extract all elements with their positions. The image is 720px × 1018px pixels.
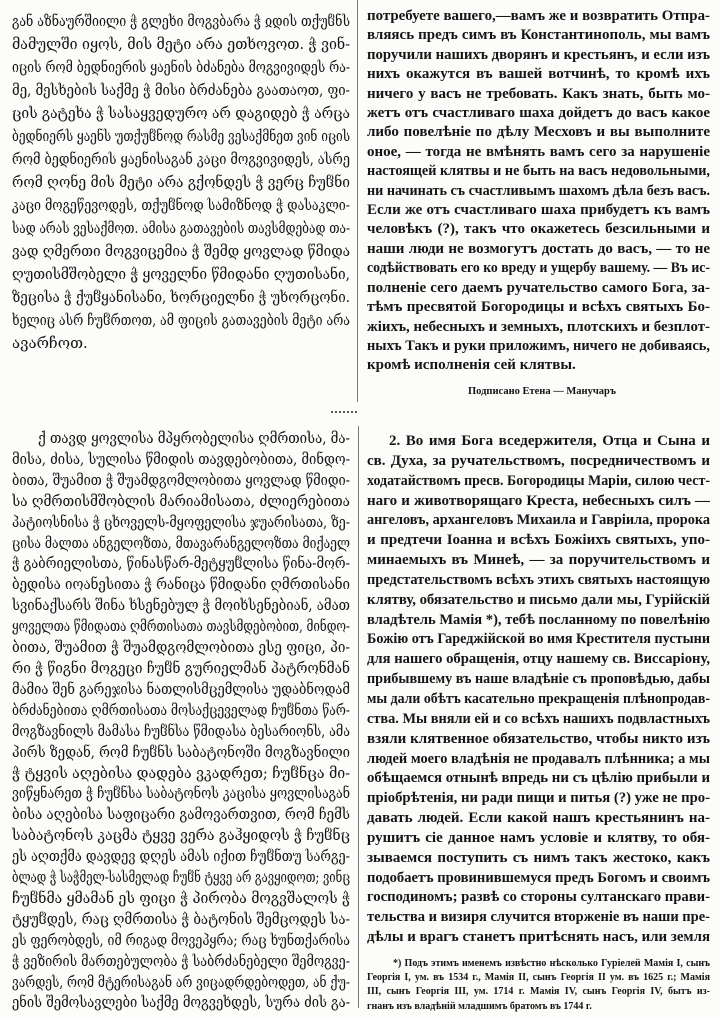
line-text: გან აზნაურშიილი ჭ გლეხი მოგვბარა ჭ ჲდის თქუჱნს [12, 12, 350, 30]
russian-line [367, 531, 710, 551]
line-text: либо повелѣніе по дѣлу Месховъ и вы выполните [367, 124, 710, 141]
russian-text-bottom [367, 432, 710, 948]
russian-line [367, 750, 710, 770]
line-text: ბლად ჭ საჭმელ-სასმელად ჩუჱნ ტყვე არ გავყიდოთ; ვინც [12, 868, 350, 887]
russian-line [367, 123, 710, 142]
georgian-line [12, 930, 350, 951]
georgian-line [12, 286, 350, 309]
georgian-text-bottom [12, 428, 350, 1013]
russian-line [367, 356, 710, 375]
line-text: ныхъ Такъ и руки приложимъ, ничего не добиваясь, [367, 337, 710, 354]
column-divider-bottom [358, 426, 359, 1008]
line-text: ღუთისმშობელი ჭ ყოველნი წმიდანი ღუთისანი, [12, 265, 350, 283]
line-text: მამია შენ გარეჯისა ნათლისმცემლისა უდაბნოდამ [12, 679, 350, 698]
georgian-line [12, 148, 350, 171]
line-text: III, сынъ Георгія III, ум. 1714 г. Мамія IV, сынъ Георгія IV, бытъ из- [367, 986, 710, 998]
line-text: наши люди не возмогутъ достать до васъ, — то не [367, 240, 710, 257]
line-text: клятву, обязательство и письмо дали мы, Гурійскій [367, 591, 710, 608]
line-text: людей моего владѣнія не продавалъ плѣнника; а мы [367, 750, 710, 767]
line-text: *) Подъ этимъ именемъ извѣстно нѣсколько Гуріелей Мамія I, сынъ [393, 958, 710, 969]
column-divider-top [357, 0, 358, 402]
line-text: ჩუჱნმა ყმამან ეს ფიცი ჭ პირობა მოგვშალოს ჭ [12, 888, 350, 907]
georgian-line [12, 428, 350, 449]
russian-line [367, 928, 710, 948]
russian-line [367, 888, 710, 908]
line-text: ვარდეს, რომ მტერისაგან არ ვიცადრდებოდეთ, ან ქუ- [12, 972, 350, 991]
georgian-line [12, 658, 350, 679]
line-text: ცის გატეხა ჭ სასაყვედურო არ დაგიდებ ჭ არცა [12, 104, 350, 122]
russian-line [367, 690, 710, 710]
russian-line [367, 829, 710, 849]
line-text: ბედისა იოანესითა ჭ რანიცა წმიდანი ღმრთისანი [12, 575, 350, 594]
line-text: потребуете вашего,—вамъ же и возвратить Отпра- [367, 8, 710, 24]
line-text: оное, — тогда не вмѣнять вамъ сего за нарушеніе [367, 143, 710, 160]
russian-line [367, 143, 710, 162]
russian-line [367, 162, 710, 181]
georgian-line [12, 909, 350, 930]
georgian-line [12, 125, 350, 148]
line-text: ბისა აღებისა საფიცარი გამოვართვით, რომ ჩემს [12, 805, 350, 824]
line-text: кромѣ исполненія сей клятвы. [367, 357, 576, 374]
russian-line [367, 279, 710, 298]
georgian-line [12, 888, 350, 909]
line-text: жіихъ, небесныхъ и земныхъ, плотскихъ и безплот- [367, 318, 710, 335]
georgian-line [12, 637, 350, 658]
russian-line [367, 849, 710, 869]
line-text: მოგზავნილს მამასა ჩუჱნსა წმიდასა ბესარიონს, ამა [12, 721, 350, 740]
georgian-line [12, 825, 350, 846]
russian-line [367, 551, 710, 571]
georgian-line [12, 171, 350, 194]
georgian-text-top [12, 10, 350, 355]
russian-text-top [367, 7, 710, 376]
georgian-line [12, 102, 350, 125]
georgian-line [12, 194, 350, 217]
russian-line [367, 7, 710, 26]
russian-line [367, 571, 710, 591]
line-text: ავარჩოთ. [12, 334, 88, 352]
georgian-line [12, 449, 350, 470]
line-text: ჭ ტყვის აღებისა დადება ვკადრეთ; ჩუჱნცა მი- [12, 763, 350, 782]
russian-line [367, 26, 710, 45]
russian-line [367, 650, 710, 670]
russian-line [367, 670, 710, 690]
footnote [367, 957, 710, 1014]
georgian-line [12, 846, 350, 867]
line-text: гнанъ изъ владѣній младшимъ братомъ въ 1744 г. [367, 1000, 592, 1012]
georgian-line [12, 972, 350, 993]
russian-line [367, 630, 710, 650]
line-text: ზეცისა ჭ ქუჱყანისანი, ხორციელნი ჭ უხორცონი. [12, 288, 350, 306]
line-text: ჭ გაბრიელისთა, წინასწარ-მეტყუჱლისა წინა-მორ- [12, 554, 350, 573]
georgian-line [12, 616, 350, 637]
russian-line [367, 789, 710, 809]
line-text: прибывшему въ наше владѣніе съ проповѣдью, дабы [367, 671, 710, 688]
signature-line: Подписано Етена — Манучаръ [468, 386, 616, 397]
line-text: ничего у васъ не требовать. Какъ знать, быть мо- [367, 85, 710, 102]
line-text: подобаетъ провинившемуся предъ Богомъ и своимъ [367, 869, 710, 886]
line-text: настоящей клятвы и не быть на васъ недовольными, [367, 163, 710, 180]
line-text: პატიოსნისა ჭ ცხოველს-მყოფელისა ჯუარისათა, ზე- [12, 512, 350, 531]
line-text: მისა, ძისა, სულისა წმიდის თავდებობითა, მინდო- [12, 449, 350, 468]
line-text: ყოველთა წმიდათა ღმრთისათა თავსმდებობით, მინდო- [12, 617, 350, 636]
georgian-line [12, 992, 350, 1013]
line-text: სა ღმრთისმშობლის მარიამისათა, ძლიერებითა [12, 491, 350, 510]
russian-line [367, 908, 710, 928]
russian-line [367, 337, 710, 356]
line-text: тельства и визиря случится вторженіе въ наши пре- [367, 909, 710, 926]
georgian-line [12, 10, 350, 33]
russian-line [367, 611, 710, 631]
russian-line [367, 104, 710, 123]
line-text: Георгія I, ум. въ 1534 г., Мамія II, сынъ Георгія II ум. въ 1625 г.; Мамія [367, 972, 710, 984]
line-text: იცის რომ ბედნიერის ყაენის ბძანება მოგვივიდეს რა- [12, 58, 350, 76]
georgian-line [12, 742, 350, 763]
russian-line [367, 769, 710, 789]
line-text: პირს ზედან, რომ ჩუჱნს საბატონოში მოგზავნილი [12, 742, 350, 761]
line-text: ангеловъ, архангеловъ Михаила и Гавріила, пророка [367, 512, 710, 529]
russian-line [367, 809, 710, 829]
line-text: содѣйствовать его ко вреду и ущербу вашему. — Въ ис- [367, 260, 710, 277]
line-text: мы дали обѣтъ касательно прекращенія плѣнопродав- [367, 690, 710, 707]
line-text: რი ჭ წიგნი მოგეცი ჩუჱნ გურიელმან პატრონმან [12, 658, 350, 677]
footnote-line [367, 985, 710, 999]
russian-line [367, 318, 710, 337]
russian-line [367, 452, 710, 472]
line-text: რომ ღონე მის მეტი არა გქონდეს ჭ ვერც ჩუჱნი [12, 173, 350, 191]
russian-line [367, 298, 710, 317]
line-text: тѣмъ пресвятой Богородицы и всѣхъ святыхъ Бо- [367, 299, 710, 316]
georgian-line [12, 763, 350, 784]
line-text: სად არას ვესაქმოთ. ამისა გათავების თავსმდებად თა- [12, 219, 350, 237]
georgian-line [12, 512, 350, 533]
line-text: ходатайствомъ пресв. Богородицы Маріи, силою чест- [367, 472, 710, 489]
russian-line [367, 201, 710, 220]
line-text: ბითა, შუამით ჭ შუამდგომლობითა ესე ფიცი, პი- [12, 638, 350, 657]
footnote-line [367, 957, 710, 971]
line-text: обѣщаемся отнынѣ впредь ни съ цѣлію прибыли и [367, 770, 710, 787]
line-text: рушитъ сіе данное намъ условіе и клятву, то обя- [367, 829, 710, 846]
georgian-line [12, 553, 350, 574]
russian-line [367, 46, 710, 65]
russian-line [367, 65, 710, 84]
russian-line [367, 182, 710, 201]
georgian-line [12, 700, 350, 721]
line-text: ბრძანებითა ღმრთისათა მოსაქცეველად ჩუჱნთა წარ- [12, 700, 350, 719]
georgian-line [12, 263, 350, 286]
georgian-line [12, 56, 350, 79]
russian-line [367, 220, 710, 239]
russian-line [367, 472, 710, 492]
line-text: владѣтель Мамія *), тебѣ посланному по повелѣнію [367, 611, 710, 628]
russian-line [367, 85, 710, 104]
line-text: дѣлы и врагъ станетъ притѣснять насъ, или земля [367, 929, 710, 946]
line-text: რომ ბედნიერის ყაენისაგან კაცი მოგვივიდეს, ასრე [12, 150, 350, 168]
line-text: საბატონოს კაცმა ტყვე ვერა გაჰყიდოს ჭ ჩუჱნც [12, 826, 350, 845]
line-text: ვიწყნარეთ ჭ ჩუჱნსა საბატონოს კაცისა ყოვლისაგან [12, 784, 350, 803]
line-text: для нашего обращенія, отцу нашему св. Виссаріону, [367, 651, 710, 668]
line-text: ეს ფერობდეს, იმ რიგად მოვეპყრა; რაც ხუნთქარისა [12, 930, 350, 949]
line-text: предстательствомъ всѣхъ этихъ святыхъ настоящую [367, 571, 710, 588]
footnote-line [367, 971, 710, 985]
line-text: зываемся поступить съ нимъ такъ жестоко, какъ [367, 849, 710, 866]
line-text: Божію отъ Гареджійской во имя Крестителя пустыни [367, 631, 710, 648]
line-text: человѣкъ (?), такъ что окажетесь безсильными и [367, 221, 710, 238]
line-text: давать людей. Если какой нашъ крестьянинъ на- [367, 810, 710, 827]
georgian-line [12, 867, 350, 888]
line-text: жетъ отъ счастливаго шаха дойдетъ до васъ какое [367, 105, 710, 122]
russian-line [367, 730, 710, 750]
line-text: наго и животворящаго Креста, небесныхъ силъ — [367, 492, 710, 509]
line-text: пріобрѣтенія, ни ради пищи и питья (?) уже не про- [367, 790, 710, 807]
line-text: ბედნიერს ყაენს უთქუჱნოდ რასმე ვესაქმნეთ ვინ იცის [12, 127, 350, 145]
russian-line [367, 869, 710, 889]
russian-line [367, 591, 710, 611]
line-text: ენის შემოსავლები საქმე მოგვეხდეს, სურა ძის გა- [12, 993, 350, 1012]
section-separator-mark [331, 411, 357, 413]
georgian-line [12, 79, 350, 102]
georgian-line [12, 533, 350, 554]
line-text: ტყუჱდეს, რაც ღმრთისა ჭ ბატონის შემცოდეს სა- [12, 909, 350, 928]
georgian-line [12, 679, 350, 700]
line-text: вляясь предъ симъ въ Константинополь, мы вамъ [367, 27, 710, 44]
georgian-line [12, 721, 350, 742]
russian-line [367, 259, 710, 278]
georgian-line [12, 951, 350, 972]
line-text: полненіе сего даемъ ручательство самого Бога, за- [367, 279, 710, 296]
line-text: ства. Мы вняли ей и со всѣхъ нашихъ подвластныхъ [367, 710, 710, 727]
line-text: ჭ ვეზირის მართებულობა ჭ საბრძანებელი შემოგვე- [12, 951, 350, 970]
georgian-line [12, 309, 350, 332]
line-text: მე, მესხების საქმე ჭ მისი ბრძანება გაათაოთ, ფი- [12, 81, 350, 99]
line-text: ხელიც ასრ ჩუჱრთოთ, ამ ფიცის გათავების მეტი არა [12, 311, 350, 329]
georgian-line [12, 574, 350, 595]
line-text: სვინაქსარს შინა ხსენებულ ჭ მოიხსენებიან, ამათ [12, 596, 350, 615]
russian-line [367, 710, 710, 730]
georgian-line [12, 240, 350, 263]
line-text: ბითა, შუამით ჭ შუამდგომლობითა ყოვლად წმიდი- [12, 470, 350, 489]
georgian-line [12, 470, 350, 491]
russian-line [367, 492, 710, 512]
georgian-line [12, 595, 350, 616]
georgian-line [12, 332, 350, 355]
line-text: ცისა მალთა ანგელოზთა, მთავარანგელოზთა მიქაელ [12, 533, 350, 552]
georgian-line [12, 217, 350, 240]
georgian-line [12, 783, 350, 804]
line-text: ეს აღთქმა დავდევ დღეს ამას იქით ჩუჱნთუ სარგე- [12, 847, 350, 866]
line-text: и предтечи Іоанна и всѣхъ Божіихъ святыхъ, упо- [367, 532, 710, 549]
russian-line [367, 240, 710, 259]
line-text: ქ თავდ ყოვლისა მპყრობელისა ღმრთისა, მა- [38, 429, 350, 447]
line-text: господиномъ; развѣ со стороны султанскаго прави- [367, 889, 710, 906]
line-text: 2. Во имя Бога вседержителя, Отца и Сына и [389, 433, 710, 449]
line-text: ни начинать съ счастливымъ шахомъ дѣла безъ васъ. [367, 182, 710, 199]
russian-line [367, 511, 710, 531]
georgian-line [12, 33, 350, 56]
line-text: нихъ окажутся въ вашей вотчинѣ, то кромѣ ихъ [367, 66, 710, 83]
line-text: поручили нашихъ дворянъ и крестьянъ, и если изъ [367, 46, 710, 63]
georgian-line [12, 804, 350, 825]
line-text: კაცი მოგეწევოდეს, თქუჱნოდ სამიზნოდ ჭ დასაკლი- [12, 196, 350, 214]
georgian-line [12, 491, 350, 512]
russian-line [367, 432, 710, 452]
line-text: Если же отъ счастливаго шаха прибудетъ къ вамъ [367, 202, 710, 219]
line-text: მამულში იყოს, მის მეტი არა ეთხოვოთ. ჭ ვინ- [12, 35, 350, 53]
footnote-line [367, 1000, 710, 1014]
line-text: св. Духа, за ручательствомъ, посредничествомъ и [367, 452, 710, 469]
line-text: минаемыхъ въ Минеѣ, — за поручительствомъ и [367, 552, 710, 569]
line-text: ვად ღმერთი მოგვიცემია ჭ შემდ ყოვლად წმიდა [12, 242, 350, 260]
line-text: взяли клятвенное обязательство, чтобы никто изъ [367, 730, 710, 747]
